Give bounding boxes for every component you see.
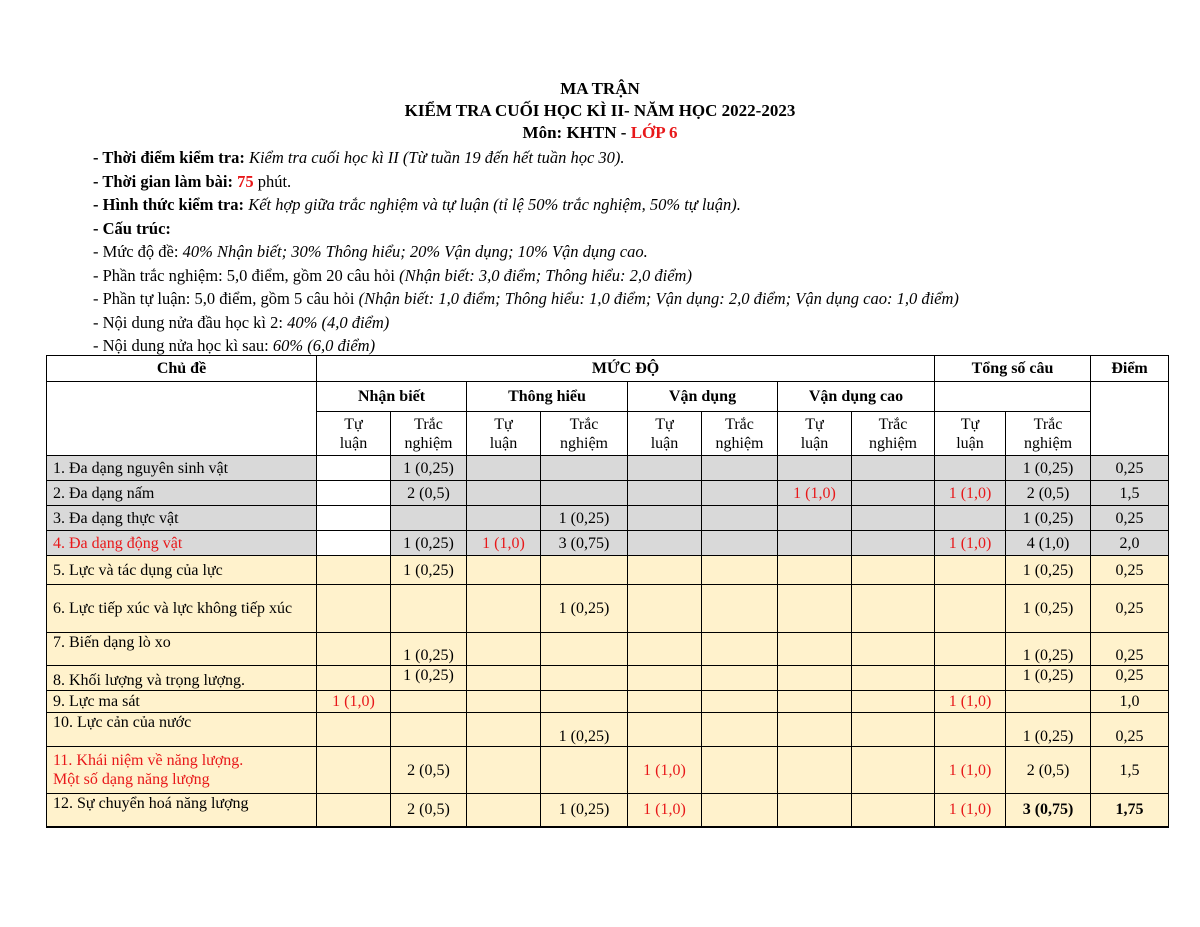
- info-value: 60% (6,0 điểm): [268, 336, 376, 355]
- table-cell: 4 (1,0): [1006, 531, 1091, 556]
- header-row-1: [47, 356, 1169, 382]
- sub-mc: Trắc nghiệm: [541, 412, 628, 456]
- topic-cell: 6. Lực tiếp xúc và lực không tiếp xúc: [47, 585, 317, 633]
- table-cell: 2 (0,5): [391, 481, 467, 506]
- table-cell: [935, 713, 1006, 747]
- table-cell: [702, 794, 778, 827]
- table-cell: [467, 585, 541, 633]
- info-plain: - Phần trắc nghiệm: 5,0 điểm, gồm 20 câu hỏi: [93, 265, 395, 285]
- table-cell: 1 (1,0): [628, 747, 702, 794]
- table-cell: [317, 713, 391, 747]
- table-cell: 1 (1,0): [935, 481, 1006, 506]
- table-row: [47, 633, 1169, 666]
- info-value: Kiểm tra cuối học kì II (Từ tuần 19 đến hết tuần học 30).: [244, 148, 625, 167]
- header-row-2: [47, 382, 1169, 412]
- table-cell: [852, 794, 935, 827]
- table-cell: [778, 585, 852, 633]
- table-cell: [935, 506, 1006, 531]
- table-cell: 1 (0,25): [541, 713, 628, 747]
- table-cell: 2,0: [1091, 531, 1169, 556]
- exam-info: [93, 146, 1183, 358]
- sub-mc: Trắc nghiệm: [1006, 412, 1091, 456]
- table-row: [47, 531, 1169, 556]
- subject-prefix: Môn: KHTN -: [522, 123, 631, 142]
- table-cell: 3 (0,75): [541, 531, 628, 556]
- table-cell: 1 (0,25): [1006, 713, 1091, 747]
- table-cell: 1 (1,0): [317, 691, 391, 713]
- col-topic-header: Chủ đề: [47, 356, 317, 382]
- table-cell: [778, 456, 852, 481]
- topic-cell: 9. Lực ma sát: [47, 691, 317, 713]
- table-cell: [628, 481, 702, 506]
- table-cell: 1 (0,25): [391, 666, 467, 691]
- table-cell: [702, 556, 778, 585]
- info-line: [93, 170, 1183, 194]
- table-cell: 1 (1,0): [935, 794, 1006, 827]
- table-cell: 2 (0,5): [391, 747, 467, 794]
- topic-cell: 3. Đa dạng thực vật: [47, 506, 317, 531]
- table-cell: [467, 666, 541, 691]
- topic-cell: 4. Đa dạng động vật: [47, 531, 317, 556]
- table-cell: [628, 556, 702, 585]
- assessment-matrix-table: [46, 355, 1169, 828]
- topic-cell: 1. Đa dạng nguyên sinh vật: [47, 456, 317, 481]
- table-cell: 0,25: [1091, 585, 1169, 633]
- table-cell: [702, 531, 778, 556]
- doc-title: MA TRẬN: [560, 79, 640, 98]
- duration-value: 75: [232, 171, 254, 191]
- col-total-header: Tổng số câu: [935, 356, 1091, 382]
- table-cell: [702, 456, 778, 481]
- table-cell: [935, 666, 1006, 691]
- table-cell: 1 (0,25): [1006, 556, 1091, 585]
- doc-subject: [0, 122, 1200, 144]
- table-row: [47, 666, 1169, 691]
- topic-cell: 11. Khái niệm về năng lượng. Một số dạng năng lượng: [47, 747, 317, 794]
- info-line: [93, 287, 1183, 311]
- info-line: [93, 334, 1183, 358]
- info-plain: - Nội dung nửa học kì sau:: [93, 336, 269, 355]
- table-cell: [852, 585, 935, 633]
- table-row: [47, 585, 1169, 633]
- table-cell: [628, 633, 702, 666]
- table-cell: [467, 456, 541, 481]
- table-cell: [467, 794, 541, 827]
- info-line: [93, 311, 1183, 335]
- topic-cell: 8. Khối lượng và trọng lượng.: [47, 666, 317, 691]
- table-cell: [852, 531, 935, 556]
- table-cell: [778, 794, 852, 827]
- table-cell: [317, 481, 391, 506]
- table-cell: [317, 556, 391, 585]
- table-row: [47, 481, 1169, 506]
- table-cell: [702, 747, 778, 794]
- table-row: [47, 747, 1169, 794]
- table-cell: [467, 556, 541, 585]
- table-cell: 0,25: [1091, 456, 1169, 481]
- sub-essay: Tự luận: [778, 412, 852, 456]
- col-score-header: Điểm: [1091, 356, 1169, 382]
- table-cell: [391, 506, 467, 531]
- info-value: 40% Nhận biết; 30% Thông hiểu; 20% Vận dụng; 10% Vận dụng cao.: [178, 242, 648, 261]
- topic-cell: 5. Lực và tác dụng của lực: [47, 556, 317, 585]
- table-cell: [628, 531, 702, 556]
- table-cell: [702, 666, 778, 691]
- level-recognition: Nhận biết: [317, 382, 467, 412]
- info-plain: - Mức độ đề:: [93, 242, 179, 261]
- info-plain: - Phần tự luận: 5,0 điểm, gồm 5 câu hỏi: [93, 289, 355, 308]
- table-cell: 1 (0,25): [391, 556, 467, 585]
- table-cell: [935, 633, 1006, 666]
- table-cell: [467, 481, 541, 506]
- table-cell: [852, 456, 935, 481]
- info-line: [93, 146, 1183, 170]
- table-cell: 2 (0,5): [1006, 747, 1091, 794]
- table-row: [47, 456, 1169, 481]
- table-cell: [1006, 691, 1091, 713]
- table-cell: 1,75: [1091, 794, 1169, 827]
- table-cell: 0,25: [1091, 506, 1169, 531]
- table-cell: 1 (0,25): [1006, 585, 1091, 633]
- topic-cell: 12. Sự chuyển hoá năng lượng: [47, 794, 317, 827]
- table-cell: 2 (0,5): [1006, 481, 1091, 506]
- table-cell: [778, 556, 852, 585]
- table-cell: 1 (1,0): [935, 747, 1006, 794]
- table-cell: [778, 633, 852, 666]
- info-value: phút.: [253, 171, 292, 191]
- table-cell: 1 (0,25): [391, 633, 467, 666]
- table-cell: [778, 747, 852, 794]
- table-cell: [628, 585, 702, 633]
- table-cell: [467, 691, 541, 713]
- info-value: (Nhận biết: 3,0 điểm; Thông hiểu: 2,0 điểm): [394, 265, 692, 285]
- info-label: - Cấu trúc:: [93, 218, 171, 238]
- table-cell: [391, 713, 467, 747]
- table-cell: 1 (0,25): [541, 794, 628, 827]
- table-cell: [778, 691, 852, 713]
- table-cell: [628, 666, 702, 691]
- class-label: LỚP 6: [630, 123, 678, 142]
- table-cell: 1 (0,25): [391, 531, 467, 556]
- table-cell: 1,5: [1091, 481, 1169, 506]
- table-cell: [467, 633, 541, 666]
- table-row: [47, 506, 1169, 531]
- sub-essay: Tự luận: [628, 412, 702, 456]
- table-cell: [541, 747, 628, 794]
- topic-cell: 7. Biến dạng lò xo: [47, 633, 317, 666]
- table-cell: [467, 747, 541, 794]
- empty-cell: [1091, 382, 1169, 456]
- table-cell: [317, 506, 391, 531]
- table-cell: 0,25: [1091, 556, 1169, 585]
- table-cell: [628, 691, 702, 713]
- table-cell: 1 (1,0): [628, 794, 702, 827]
- topic-cell: 10. Lực cản của nước: [47, 713, 317, 747]
- info-line: [93, 264, 1183, 288]
- table-cell: 1 (0,25): [1006, 666, 1091, 691]
- table-cell: [541, 666, 628, 691]
- document-header: [0, 78, 1200, 144]
- empty-cell: [935, 382, 1091, 412]
- sub-essay: Tự luận: [467, 412, 541, 456]
- table-cell: 0,25: [1091, 633, 1169, 666]
- table-cell: 1 (0,25): [1006, 506, 1091, 531]
- table-cell: 3 (0,75): [1006, 794, 1091, 827]
- sub-mc: Trắc nghiệm: [391, 412, 467, 456]
- table-cell: [628, 713, 702, 747]
- table-cell: [541, 633, 628, 666]
- level-comprehension: Thông hiểu: [467, 382, 628, 412]
- table-cell: [628, 456, 702, 481]
- table-cell: 1,5: [1091, 747, 1169, 794]
- table-cell: [317, 633, 391, 666]
- table-cell: [541, 691, 628, 713]
- table-cell: [778, 531, 852, 556]
- empty-cell: [47, 382, 317, 456]
- table-cell: [317, 666, 391, 691]
- table-cell: [541, 481, 628, 506]
- table-cell: [541, 456, 628, 481]
- table-cell: [852, 556, 935, 585]
- table-cell: [702, 506, 778, 531]
- level-application: Vận dụng: [628, 382, 778, 412]
- table-cell: [778, 506, 852, 531]
- info-line: [93, 217, 1183, 241]
- table-cell: [467, 713, 541, 747]
- table-cell: 1 (1,0): [935, 531, 1006, 556]
- table-cell: [702, 713, 778, 747]
- table-cell: 1,0: [1091, 691, 1169, 713]
- table-cell: [702, 481, 778, 506]
- table-row: [47, 713, 1169, 747]
- info-value: 40% (4,0 điểm): [282, 312, 390, 332]
- col-level-header: MỨC ĐỘ: [317, 356, 935, 382]
- table-cell: [935, 556, 1006, 585]
- table-cell: 1 (0,25): [391, 456, 467, 481]
- table-cell: [852, 506, 935, 531]
- table-cell: [317, 456, 391, 481]
- table-cell: [391, 585, 467, 633]
- table-row: [47, 691, 1169, 713]
- info-label: - Thời điểm kiểm tra:: [93, 148, 245, 167]
- doc-subtitle: KIỂM TRA CUỐI HỌC KÌ II- NĂM HỌC 2022-2023: [404, 101, 796, 120]
- table-cell: [935, 456, 1006, 481]
- info-value: Kết hợp giữa trắc nghiệm và tự luận (tỉ lệ 50% trắc nghiệm, 50% tự luận).: [244, 195, 741, 214]
- table-row: [47, 794, 1169, 827]
- table-cell: [317, 794, 391, 827]
- sub-mc: Trắc nghiệm: [852, 412, 935, 456]
- table-cell: 1 (0,25): [1006, 633, 1091, 666]
- table-cell: [391, 691, 467, 713]
- info-line: [93, 240, 1183, 264]
- table-cell: [852, 633, 935, 666]
- table-cell: [317, 531, 391, 556]
- table-cell: [702, 585, 778, 633]
- table-cell: [702, 633, 778, 666]
- table-cell: [702, 691, 778, 713]
- table-cell: [935, 585, 1006, 633]
- info-line: [93, 193, 1183, 217]
- table-cell: 2 (0,5): [391, 794, 467, 827]
- table-row: [47, 556, 1169, 585]
- table-cell: [317, 747, 391, 794]
- info-value: (Nhận biết: 1,0 điểm; Thông hiểu: 1,0 điểm; Vận dụng: 2,0 điểm; Vận dụng cao: 1,0 điểm): [354, 289, 959, 308]
- table-cell: [778, 666, 852, 691]
- level-high-application: Vận dụng cao: [778, 382, 935, 412]
- sub-essay: Tự luận: [935, 412, 1006, 456]
- topic-cell: 2. Đa dạng nấm: [47, 481, 317, 506]
- info-label: - Thời gian làm bài:: [93, 171, 233, 191]
- table-cell: [852, 713, 935, 747]
- table-cell: 1 (0,25): [541, 585, 628, 633]
- table-cell: [852, 666, 935, 691]
- table-cell: [852, 747, 935, 794]
- sub-mc: Trắc nghiệm: [702, 412, 778, 456]
- table-cell: [628, 506, 702, 531]
- table-cell: 1 (1,0): [467, 531, 541, 556]
- table-cell: [467, 506, 541, 531]
- table-cell: 0,25: [1091, 666, 1169, 691]
- table-cell: 0,25: [1091, 713, 1169, 747]
- table-cell: [317, 585, 391, 633]
- table-cell: 1 (1,0): [778, 481, 852, 506]
- table-cell: 1 (1,0): [935, 691, 1006, 713]
- info-label: - Hình thức kiểm tra:: [93, 195, 245, 214]
- sub-essay: Tự luận: [317, 412, 391, 456]
- table-cell: 1 (0,25): [1006, 456, 1091, 481]
- table-cell: 1 (0,25): [541, 506, 628, 531]
- table-cell: [852, 481, 935, 506]
- info-plain: - Nội dung nửa đầu học kì 2:: [93, 312, 283, 332]
- table-cell: [541, 556, 628, 585]
- table-cell: [852, 691, 935, 713]
- table-cell: [778, 713, 852, 747]
